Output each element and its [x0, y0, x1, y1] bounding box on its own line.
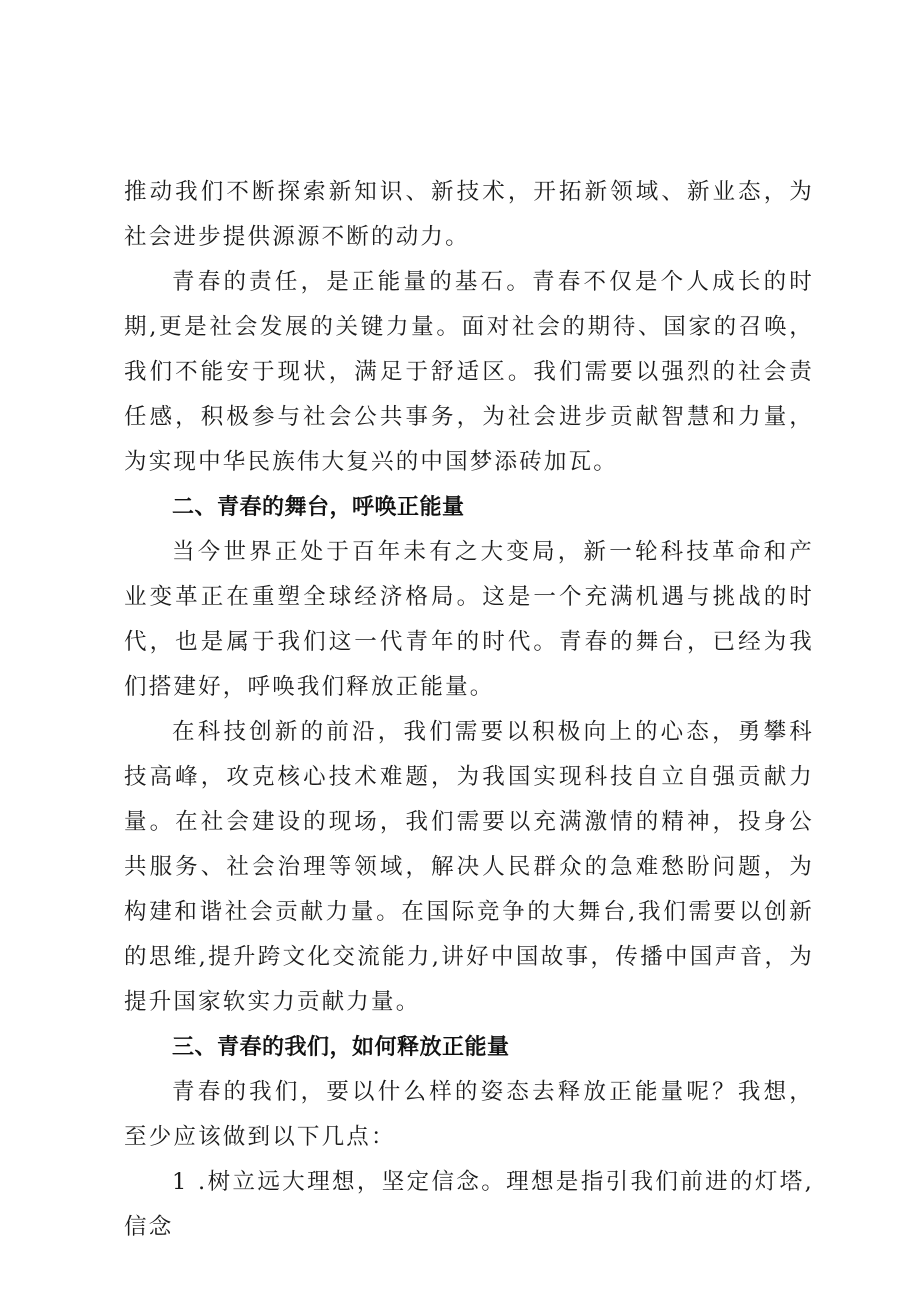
paragraph-question: 青春的我们，要以什么样的姿态去释放正能量呢？我想，至少应该做到以下几点： — [124, 1079, 814, 1150]
section-heading-two: 二、青春的舞台，呼唤正能量 — [172, 495, 465, 520]
paragraph-point-one: 1 .树立远大理想，坚定信念。理想是指引我们前进的灯塔,信念 — [124, 1169, 814, 1240]
paragraph-continuation: 推动我们不断探索新知识、新技术，开拓新领域、新业态，为社会进步提供源源不断的动力。 — [124, 179, 814, 250]
paragraph-contributions: 在科技创新的前沿，我们需要以积极向上的心态，勇攀科技高峰，攻克核心技术难题，为我国实现科技自立自强贡献力量。在社会建设的现场，我们需要以充满激情的精神，投身公共服务、社会治理等领域，解决人民群众的急难愁盼问题，为构建和谐社会贡献力量。在国际竞争的大舞台,我们需要以创新的思维,提升跨文化交流能力,讲好中国故事，传播中国声音，为提升国家软实力贡献力量。 — [124, 719, 814, 1015]
document-body — [124, 170, 814, 1250]
section-heading-three: 三、青春的我们，如何释放正能量 — [172, 1035, 510, 1060]
paragraph-world-changes: 当今世界正处于百年未有之大变局，新一轮科技革命和产业变革正在重塑全球经济格局。这是一个充满机遇与挑战的时代，也是属于我们这一代青年的时代。青春的舞台，已经为我们搭建好，呼唤我们释放正能量。 — [124, 539, 814, 700]
paragraph-youth-responsibility: 青春的责任，是正能量的基石。青春不仅是个人成长的时期,更是社会发展的关键力量。面对社会的期待、国家的召唤，我们不能安于现状，满足于舒适区。我们需要以强烈的社会责任感，积极参与社会公共事务，为社会进步贡献智慧和力量，为实现中华民族伟大复兴的中国梦添砖加瓦。 — [124, 269, 814, 475]
